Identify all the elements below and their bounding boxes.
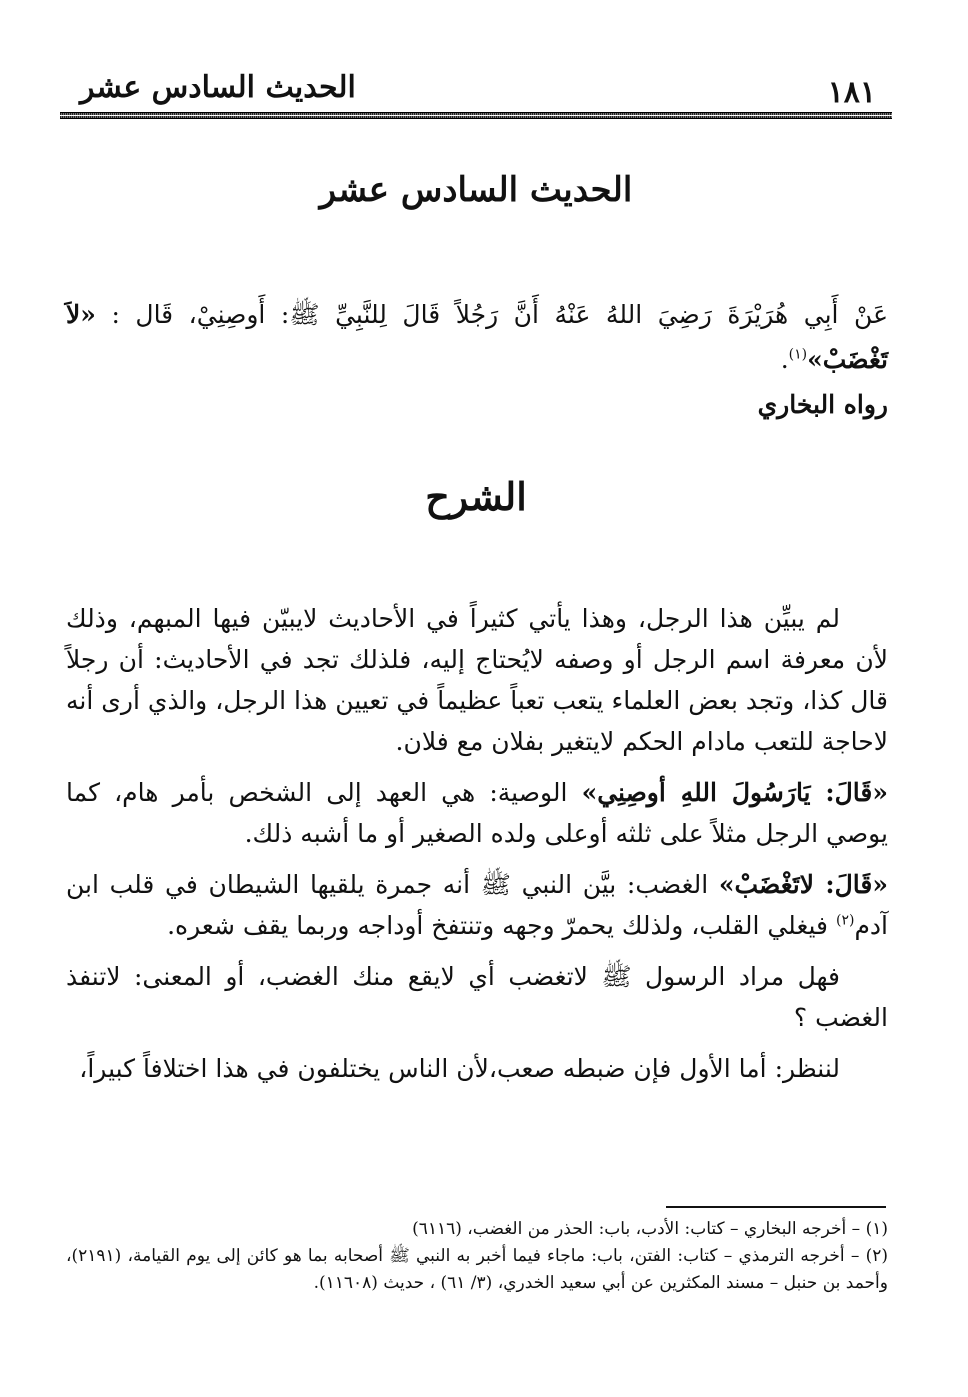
paragraph-text: فهل مراد الرسول ﷺ لاتغضب أي لايقع منك الغضب، أو المعنى: لاتنفذ الغضب ؟ <box>66 962 888 1032</box>
footnote-1: (١) – أخرجه البخاري – كتاب: الأدب، باب: الحذر من الغضب، (٦١١٦) <box>412 1219 888 1239</box>
hadith-title: الحديث السادس عشر <box>319 170 633 210</box>
hadith-body: عَنْ أَبِي هُرَيْرَةَ رَضِيَ اللهُ عَنْهُ أَنَّ رَجُلاً قَالَ لِلنَّبِيِّ ﷺ: أَوصِنِيْ، قَال : <box>111 300 888 329</box>
paragraph-text: لننظر: أما الأول فإن ضبطه صعب،لأن الناس يختلفون في هذا اختلافاً كبيراً، <box>79 1054 840 1083</box>
sharh-paragraph <box>66 598 888 762</box>
paragraph-lead: «قَالَ: يَارَسُولَ اللهِ أوصِنِي» <box>581 778 888 807</box>
footnote-separator <box>666 1206 886 1208</box>
footnote-ref-1[interactable]: (١) <box>788 346 808 363</box>
paragraph-text: الغضب: بيَّن النبي ﷺ أنه جمرة يلقيها الشيطان في قلب ابن آدم <box>66 870 888 940</box>
sharh-paragraph <box>66 772 888 854</box>
sharh-body <box>66 598 888 1099</box>
page-number: ١٨١ <box>827 75 876 110</box>
running-header <box>62 62 890 110</box>
paragraph-lead: «قَالَ: لاتَغْضَبْ» <box>718 870 888 899</box>
header-rule <box>60 112 892 119</box>
paragraph-text: لم يبيِّن هذا الرجل، وهذا يأتي كثيراً في الأحاديث لايبيّن فيها المبهم، وذلك لأن معرفة اسم الرجل أو وصفه لايُحتاج إليه، فلذلك تجد في الأحاديث: أن رجلاً قال كذا، وتجد بعض العلماء يتعب تعباً عظيماً في تعيين هذا الرجل، والذي أرى أنه لاحاجة للتعب مادام الحكم لايتغير بفلان مع فلان. <box>66 604 888 756</box>
hadith-text <box>66 292 888 427</box>
hadith-quote: «لاَ تَغْضَبْ» <box>66 300 888 374</box>
hadith-end-mark: . <box>780 345 789 374</box>
running-title: الحديث السادس عشر <box>80 70 356 105</box>
sharh-paragraph <box>66 956 888 1038</box>
paragraph-text: الوصية: هي العهد إلى الشخص بأمر هام، كما يوصي الرجل مثلاً على ثلثه أوعلى ولده الصغير أو ما أشبه ذلك. <box>66 778 888 848</box>
footnote-ref-2[interactable]: (٢) <box>835 912 855 929</box>
footnotes <box>66 1216 888 1297</box>
sharh-title: الشرح <box>425 474 527 519</box>
sharh-paragraph <box>66 1048 888 1089</box>
sharh-paragraph <box>66 864 888 946</box>
hadith-narrator: رواه البخاري <box>757 390 888 419</box>
footnote-2: (٢) – أخرجه الترمذي – كتاب: الفتن، باب: ماجاء فيما أخبر به النبي ﷺ أصحابه بما هو كائن إلى يوم القيامة، (٢١٩١)، وأحمد بن حنبل – مسند المكثرين عن أبي سعيد الخدري، (٣/ ٦١) ، حديث (١١٦٠٨). <box>66 1246 888 1293</box>
paragraph-text-cont: فيغلي القلب، ولذلك يحمرّ وجهه وتنتفخ أوداجه وربما يقف شعره. <box>167 911 836 940</box>
